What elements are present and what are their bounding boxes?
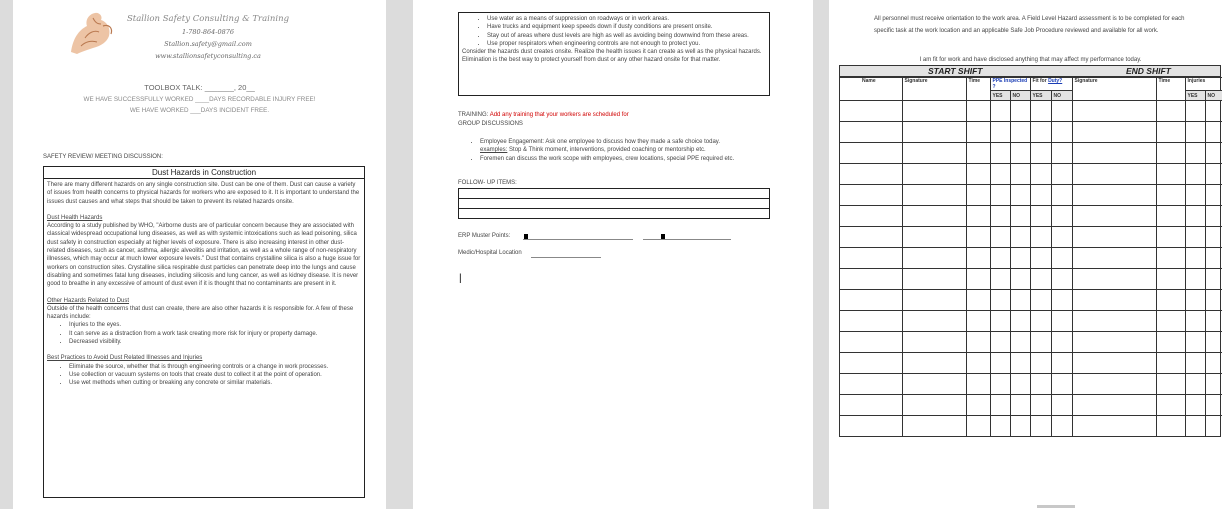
group-discussions-list [458, 138, 800, 163]
sign-in-table [840, 77, 1222, 436]
table-row[interactable] [840, 353, 1222, 374]
box-title: Dust Hazards in Construction [44, 167, 364, 179]
fit-statement: I am fit for work and have disclosed anything that may affect my performance today. [919, 57, 1142, 63]
list-item: • Eliminate the source, whether that is through engineering controls or a change in work processes. [69, 363, 361, 371]
toolbox-talk-title: TOOLBOX TALK: _______, 20__ [144, 83, 255, 92]
best-practices-list [47, 363, 361, 388]
table-row[interactable] [840, 185, 1222, 206]
list-item: • Use collection or vacuum systems on tools that create dust to collect it at the point of operation. [69, 371, 361, 379]
other-paragraph: Outside of the health concerns that dust can create, there are also other hazards it is responsible for. A few of these hazards include: [47, 305, 354, 321]
group-discussions-label: GROUP DISCUSSIONS [458, 121, 523, 127]
erp-muster-points [458, 232, 510, 240]
duty-link[interactable]: Duty? [1048, 78, 1063, 84]
document-page-3 [829, 0, 1232, 509]
table-header-row [840, 78, 1222, 91]
yes-label: YES [990, 91, 1010, 101]
start-shift-label: START SHIFT [928, 66, 983, 76]
col-injuries: Injuries [1185, 78, 1222, 91]
company-phone: 1-780-864-0876 [181, 28, 235, 36]
yes-label: YES [1030, 91, 1051, 101]
list-item: • Decreased visibility. [69, 338, 361, 346]
table-row[interactable] [840, 416, 1222, 437]
box-closing-paragraph: Consider the hazards dust creates onsite. Realize the health issues it can create as well as the physical hazards. Elimination is the best way to protect yourself from dust or any other hazard onsite for that matter. [462, 49, 762, 64]
list-item: • Use water as a means of suppression on roadways or in work areas. [487, 15, 766, 23]
end-shift-label: END SHIFT [1126, 66, 1171, 76]
col-time: Time [966, 78, 990, 101]
col-time-2: Time [1156, 78, 1185, 101]
table-row[interactable] [840, 269, 1222, 290]
table-row[interactable] [840, 101, 1222, 122]
dust-hazards-box [43, 166, 365, 498]
table-row[interactable] [840, 395, 1222, 416]
examples-label: examples: [480, 147, 508, 154]
table-row[interactable] [840, 374, 1222, 395]
other-heading: Other Hazards Related to Dust [47, 297, 130, 304]
examples-text: Stop & Think moment, interventions, provided coaching or mentorship etc. [509, 147, 706, 154]
follow-up-label: FOLLOW- UP ITEMS: [458, 180, 517, 186]
no-label: NO [1051, 91, 1072, 101]
list-item: • Employee Engagement: Ask one employee to discuss how they made a safe choice today. [480, 138, 800, 146]
table-row[interactable] [840, 332, 1222, 353]
no-label: NO [1010, 91, 1030, 101]
injury-free-line: WE HAVE SUCCESSFULLY WORKED ____DAYS RECORDABLE INJURY FREE! [83, 96, 316, 103]
no-label: NO [1205, 91, 1222, 101]
document-page-2 [413, 0, 813, 509]
list-item: • Foremen can discuss the work scope with employees, crew locations, special PPE required etc. [480, 155, 800, 163]
sign-in-rows[interactable] [840, 101, 1222, 437]
page-scroll-indicator[interactable] [1037, 505, 1075, 508]
list-item: • Use proper respirators when engineering controls are not enough to protect you. [487, 40, 766, 48]
yes-label: YES [1185, 91, 1205, 101]
shift-header-row [840, 66, 1220, 77]
erp-marker-2 [661, 234, 665, 239]
incident-free-line: WE HAVE WORKED ___DAYS INCIDENT FREE. [129, 107, 270, 114]
col-ppe: PPE Inspected ? [990, 78, 1030, 91]
table-row[interactable] [840, 290, 1222, 311]
table-row[interactable] [840, 143, 1222, 164]
intro-paragraph: There are many different hazards on any single construction site. Dust can be one of them. Dust can cause a variety of issues from health concerns to physical hazards for workers who are exposed to it. It is important to understand the issues dust causes and what steps that should be taken to prevent its related hazards onsite. [47, 182, 360, 205]
col-fit-for-duty [1030, 78, 1072, 91]
text-cursor: | [459, 273, 462, 284]
sign-in-sheet [839, 65, 1221, 437]
document-page-1 [13, 0, 386, 509]
table-row[interactable] [840, 248, 1222, 269]
medic-location-label: Medic/Hospital Location [458, 250, 522, 256]
list-item: • It can serve as a distraction from a work task creating more risk for injury or property damage. [69, 330, 361, 338]
list-item: • Injuries to the eyes. [69, 321, 361, 329]
follow-up-table[interactable] [458, 188, 770, 219]
table-row[interactable] [840, 206, 1222, 227]
company-website: www.stallionsafetyconsulting.ca [155, 52, 261, 60]
horse-logo [63, 8, 117, 58]
fit-prefix: Fit for [1032, 78, 1047, 84]
safety-review-label: SAFETY REVIEW/ MEETING DISCUSSION: [43, 154, 163, 160]
list-item [480, 146, 800, 154]
erp-field-1[interactable] [523, 238, 633, 240]
training-note: Add any training that your workers are scheduled for [489, 112, 629, 118]
health-paragraph: According to a study published by WHO, "Airborne dusts are of particular concern because they are associated with classical widespread occupational lung diseases, as well as with systemic intoxications such as lead poisoning, silica dust safety in construction especially at higher levels of exposure. There is also increasing interest in other dust-related diseases, such as cancer, asthma, allergic alveolitis and irritation, as well as a whole range of non-respiratory illnesses, which may occur at much lower exposure levels." Dust that contains crystalline silica is also a huge issue for workers on construction sites. Crystalline silica respirable dust particles can penetrate deep into the lungs and cause disabling and sometimes fatal lung diseases, including silicosis and lung cancer, as well as kidney disease. It is never good to breathe in any excessive of amount of dust even if it is thought that no contaminants are present in it. [47, 223, 361, 288]
table-row[interactable] [840, 122, 1222, 143]
list-item: • Use wet methods when cutting or breaking any concrete or similar materials. [69, 379, 361, 387]
company-email: Stallion.safety@gmail.com [164, 40, 252, 48]
training-label: TRAINING: [458, 112, 489, 118]
continued-box [458, 12, 770, 96]
erp-field-2[interactable] [643, 238, 731, 240]
col-signature: Signature [902, 78, 966, 101]
health-heading: Dust Health Hazards [47, 214, 103, 221]
table-row[interactable] [840, 311, 1222, 332]
erp-label: ERP Muster Points: [458, 233, 511, 239]
other-hazards-list [47, 321, 361, 346]
training-line [458, 111, 629, 119]
company-name: Stallion Safety Consulting & Training [126, 14, 290, 24]
erp-marker-1 [524, 234, 528, 239]
medic-location-field[interactable] [531, 256, 601, 258]
best-practices-heading: Best Practices to Avoid Dust Related Illnesses and Injuries [47, 355, 203, 362]
list-item: • Stay out of areas where dust levels are high as well as avoiding being downwind from these areas. [487, 32, 766, 40]
table-row[interactable] [840, 164, 1222, 185]
orientation-paragraph: All personnel must receive orientation to the work area. A Field Level Hazard assessment is to be completed for each specific task at the work location and an applicable Safe Job Procedure reviewed and available for all work. [874, 16, 1185, 34]
col-signature-2: Signature [1072, 78, 1156, 101]
table-row[interactable] [840, 227, 1222, 248]
list-item: • Have trucks and equipment keep speeds down if dusty conditions are present onsite. [487, 23, 766, 31]
col-name: Name [840, 78, 902, 101]
dust-control-list [462, 15, 766, 48]
